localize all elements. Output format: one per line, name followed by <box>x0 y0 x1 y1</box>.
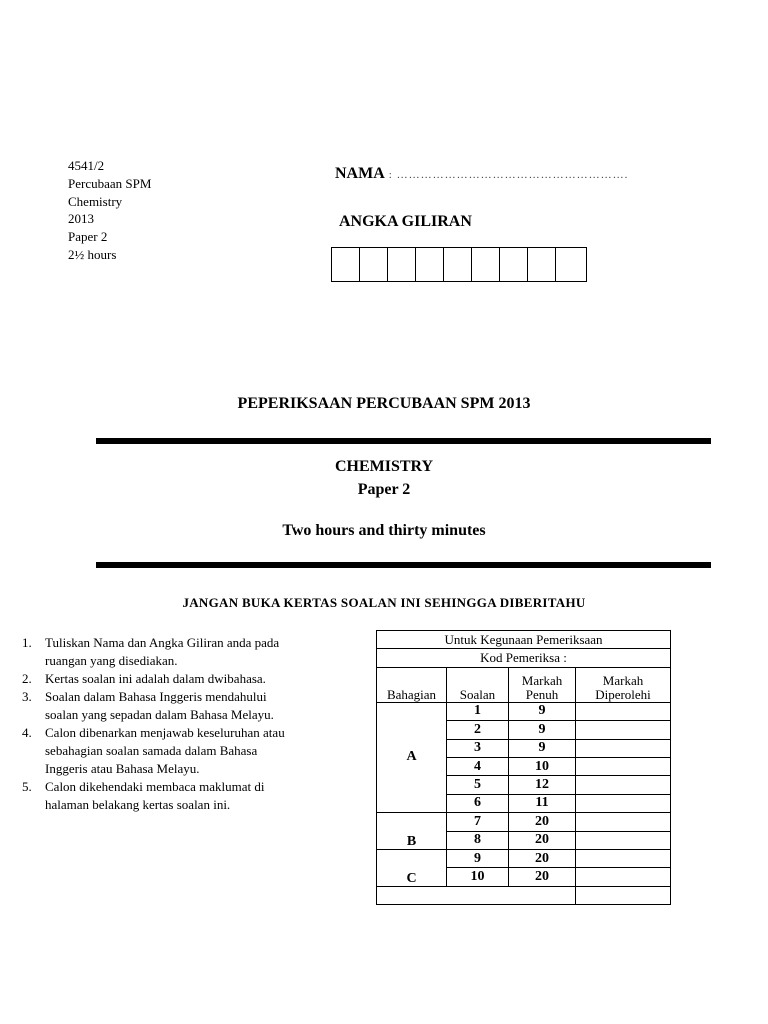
index-number-box[interactable] <box>500 248 528 281</box>
full-marks: 12 <box>509 776 576 794</box>
total-label-cell <box>377 886 576 904</box>
question-number: 4 <box>447 757 509 775</box>
exam-title: PEPERIKSAAN PERCUBAAN SPM 2013 <box>237 395 531 412</box>
marks-obtained-cell[interactable] <box>576 757 671 775</box>
list-item: 3. Soalan dalam Bahasa Inggeris mendahului soalan yang sepadan dalam Bahasa Melayu. <box>22 689 274 722</box>
marks-obtained-cell[interactable] <box>576 721 671 739</box>
paper-meta <box>68 157 151 264</box>
list-item: 5. Calon dikehendaki membaca maklumat di halaman belakang kertas soalan ini. <box>22 779 265 812</box>
marks-obtained-cell[interactable] <box>576 813 671 831</box>
list-item: 1. Tuliskan Nama dan Angka Giliran anda pada ruangan yang disediakan. <box>22 635 280 668</box>
index-number-box[interactable] <box>332 248 360 281</box>
index-number-box[interactable] <box>416 248 444 281</box>
total-marks-cell[interactable] <box>576 886 671 904</box>
section-c-label: C <box>377 849 447 886</box>
full-marks: 20 <box>509 813 576 831</box>
subject-name: Chemistry <box>68 193 123 209</box>
name-field[interactable] <box>335 165 628 183</box>
marks-obtained-cell[interactable] <box>576 739 671 757</box>
index-number-boxes[interactable] <box>331 247 587 282</box>
full-marks: 20 <box>509 849 576 867</box>
marks-obtained-cell[interactable] <box>576 702 671 720</box>
marks-obtained-cell[interactable] <box>576 868 671 886</box>
full-marks: 9 <box>509 702 576 720</box>
full-marks: 9 <box>509 721 576 739</box>
question-number: 10 <box>447 868 509 886</box>
divider-bottom <box>96 562 711 568</box>
index-number-box[interactable] <box>388 248 416 281</box>
total-row <box>377 886 671 904</box>
full-marks: 9 <box>509 739 576 757</box>
index-number-box[interactable] <box>444 248 472 281</box>
index-number-box[interactable] <box>472 248 500 281</box>
paper-title: Paper 2 <box>357 481 411 498</box>
full-marks: 20 <box>509 831 576 849</box>
paper-code: 4541/2 <box>68 158 105 173</box>
table-row <box>377 702 671 720</box>
exam-name: Percubaan SPM <box>68 175 152 191</box>
section-b-label: B <box>377 813 447 850</box>
index-number-box[interactable] <box>360 248 388 281</box>
marks-obtained-cell[interactable] <box>576 831 671 849</box>
list-item: 4. Calon dibenarkan menjawab keseluruhan atau sebahagian soalan samada dalam Bahasa Inggeris atau Bahasa Melayu. <box>22 725 285 776</box>
name-label: NAMA <box>335 165 385 182</box>
table-title: Untuk Kegunaan Pemeriksaan <box>377 631 671 649</box>
duration-title: Two hours and thirty minutes <box>282 522 486 539</box>
examiner-code-cell[interactable]: Kod Pemeriksa : <box>377 649 671 667</box>
instructions-list <box>22 634 302 814</box>
column-header-section: Bahagian <box>377 667 447 702</box>
question-number: 7 <box>447 813 509 831</box>
list-item: 2. Kertas soalan ini adalah dalam dwibahasa. <box>22 671 266 686</box>
full-marks: 20 <box>509 868 576 886</box>
column-header-full-marks: Markah Penuh <box>509 667 576 702</box>
section-a-label: A <box>377 702 447 812</box>
exam-year: 2013 <box>68 211 94 227</box>
name-dotted-line[interactable]: : …………………………………………………. <box>388 169 629 181</box>
column-header-marks-obtained: Markah Diperolehi <box>576 667 671 702</box>
question-number: 5 <box>447 776 509 794</box>
index-number-label: ANGKA GILIRAN <box>339 213 472 230</box>
question-number: 3 <box>447 739 509 757</box>
marks-obtained-cell[interactable] <box>576 794 671 812</box>
column-header-question: Soalan <box>447 667 509 702</box>
question-number: 9 <box>447 849 509 867</box>
examiner-marks-table <box>376 630 671 905</box>
divider-top <box>96 438 711 444</box>
paper-duration: 2½ hours <box>68 246 117 262</box>
table-row <box>377 813 671 831</box>
full-marks: 11 <box>509 794 576 812</box>
do-not-open-warning: JANGAN BUKA KERTAS SOALAN INI SEHINGGA DIBERITAHU <box>182 595 586 610</box>
index-number-box[interactable] <box>556 248 586 281</box>
question-number: 1 <box>447 702 509 720</box>
index-number-box[interactable] <box>528 248 556 281</box>
full-marks: 10 <box>509 757 576 775</box>
question-number: 6 <box>447 794 509 812</box>
marks-obtained-cell[interactable] <box>576 849 671 867</box>
paper-number: Paper 2 <box>68 229 108 245</box>
question-number: 2 <box>447 721 509 739</box>
table-row <box>377 849 671 867</box>
marks-obtained-cell[interactable] <box>576 776 671 794</box>
question-number: 8 <box>447 831 509 849</box>
subject-title: CHEMISTRY <box>334 458 434 475</box>
